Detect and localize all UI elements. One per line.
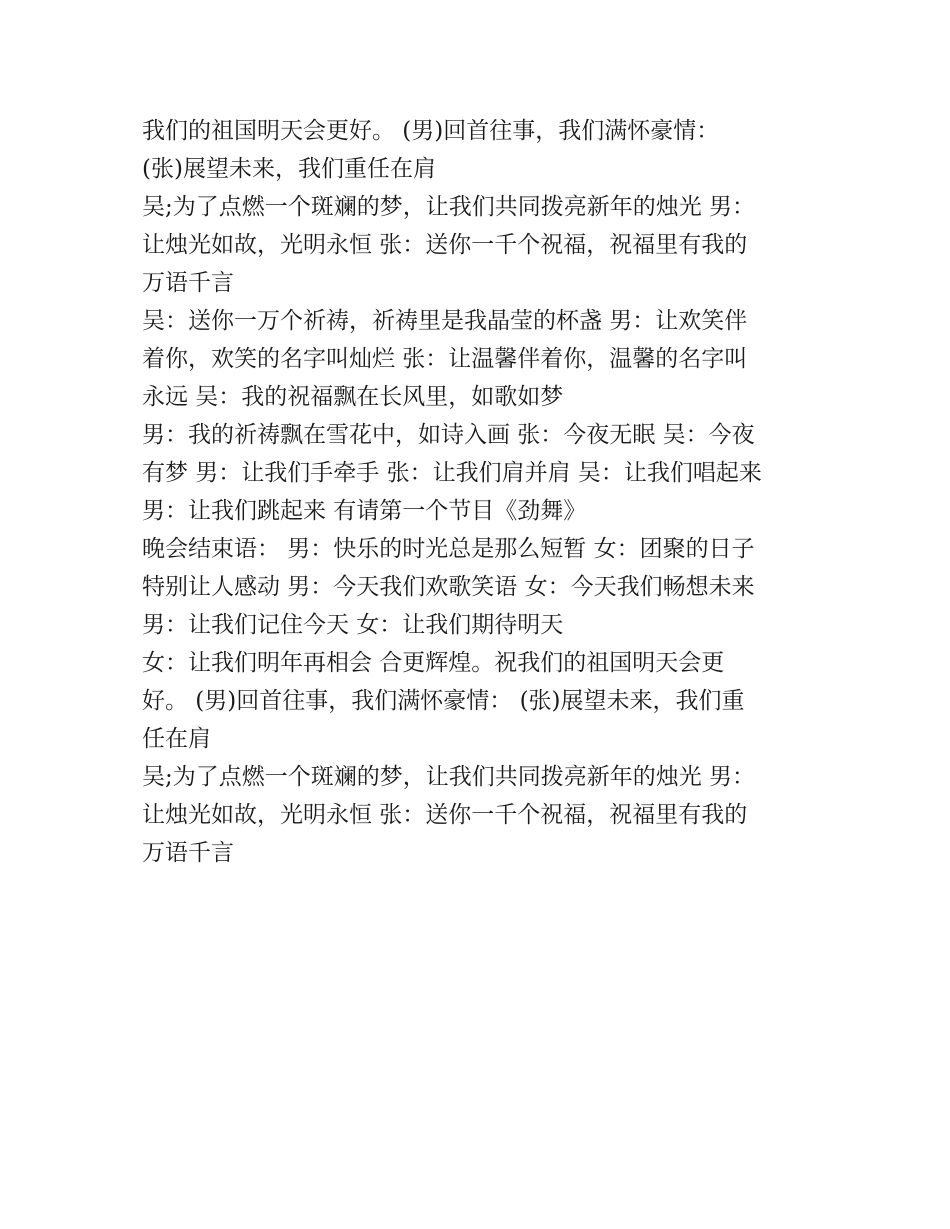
text-line: 让烛光如故，光明永恒 张：送你一千个祝福，祝福里有我的 [142,232,748,258]
text-line: 吴：送你一万个祈祷，祈祷里是我晶莹的杯盏 男：让欢笑伴 [142,308,748,334]
text-line: 着你，欢笑的名字叫灿烂 张：让温馨伴着你，温馨的名字叫 [142,346,748,372]
text-line: (张)展望未来，我们重任在肩 [142,156,436,182]
text-line: 万语千言 [142,840,234,866]
text-line: 男：我的祈祷飘在雪花中，如诗入画 张：今夜无眠 吴：今夜 [142,422,755,448]
text-line: 永远 吴：我的祝福飘在长风里，如歌如梦 [142,384,564,410]
text-line: 有梦 男：让我们手牵手 张：让我们肩并肩 吴：让我们唱起来 [142,460,762,486]
text-line: 让烛光如故，光明永恒 张：送你一千个祝福，祝福里有我的 [142,802,748,828]
text-line: 任在肩 [142,726,211,752]
text-line: 我们的祖国明天会更好。 (男)回首往事，我们满怀豪情： [142,118,720,144]
text-line: 好。 (男)回首往事，我们满怀豪情： (张)展望未来，我们重 [142,688,745,714]
text-line: 特别让人感动 男：今天我们欢歌笑语 女：今天我们畅想未来 [142,574,755,600]
text-line: 吴;为了点燃一个斑斓的梦，让我们共同拨亮新年的烛光 男： [142,194,756,220]
text-line: 晚会结束语： 男：快乐的时光总是那么短暂 女：团聚的日子 [142,536,755,562]
text-line: 男：让我们跳起来 有请第一个节目《劲舞》 [142,498,587,524]
text-line: 女：让我们明年再相会 合更辉煌。祝我们的祖国明天会更 [142,650,725,676]
text-line: 吴;为了点燃一个斑斓的梦，让我们共同拨亮新年的烛光 男： [142,764,756,790]
text-line: 万语千言 [142,270,234,296]
document-body [142,112,842,872]
text-line: 男：让我们记住今天 女：让我们期待明天 [142,612,564,638]
